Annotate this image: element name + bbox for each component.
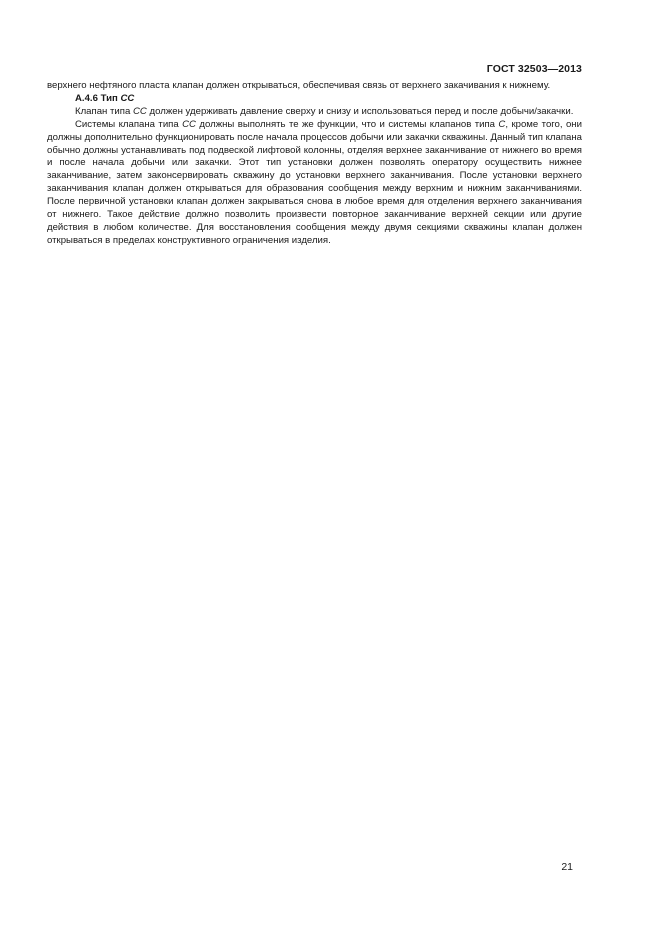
paragraph-text: должны выполнять те же функции, что и системы клапанов типа — [195, 118, 499, 130]
section-type-code: СС — [120, 92, 135, 104]
section-number-label: А.4.6 Тип — [75, 92, 121, 104]
paragraph-valve-systems — [47, 119, 582, 248]
paragraph-text: Клапан типа — [75, 105, 133, 117]
continuation-paragraph: верхнего нефтяного пласта клапан должен открываться, обеспечивая связь от верхнего закачивания к нижнему. — [47, 80, 551, 91]
paragraph-text: , кроме того, они должны дополнительно функционировать после начала процессов добычи или закачки скважины. Данный тип клапана обычно должны устанавливать под подвеской лифтовой колонны, отделяя верхнее заканчивание от нижнего во время и после начала добычи или закачки. Этот тип установки должен позволять оператору осуществить нижнее заканчивание, затем законсервировать скважину до установки верхнего заканчивания. После установки верхнего заканчивания клапан должен открываться для образования сообщения между верхним и нижним заканчиваниями. После первичной установки клапан должен закрываться снова в любое время для отделения верхнего заканчивания от нижнего. Такое действие должно позволить произвести повторное заканчивание верхней секции или другие действия в любом количестве. Для восстановления сообщения между двумя секциями скважины клапан должен открываться в пределах конструктивного ограничения изделия. — [47, 118, 582, 246]
section-heading — [47, 93, 582, 106]
paragraph-text: должен удерживать давление сверху и снизу и использоваться перед и после добычи/закачки. — [146, 105, 574, 117]
paragraph-valve-cc — [47, 106, 582, 119]
document-body — [47, 80, 582, 248]
type-code: СС — [132, 105, 147, 117]
type-code: С — [498, 118, 506, 130]
document-header: ГОСТ 32503—2013 — [486, 63, 582, 75]
type-code: СС — [182, 118, 196, 130]
page-number: 21 — [561, 861, 573, 873]
paragraph-text: Системы клапана типа — [75, 118, 183, 130]
